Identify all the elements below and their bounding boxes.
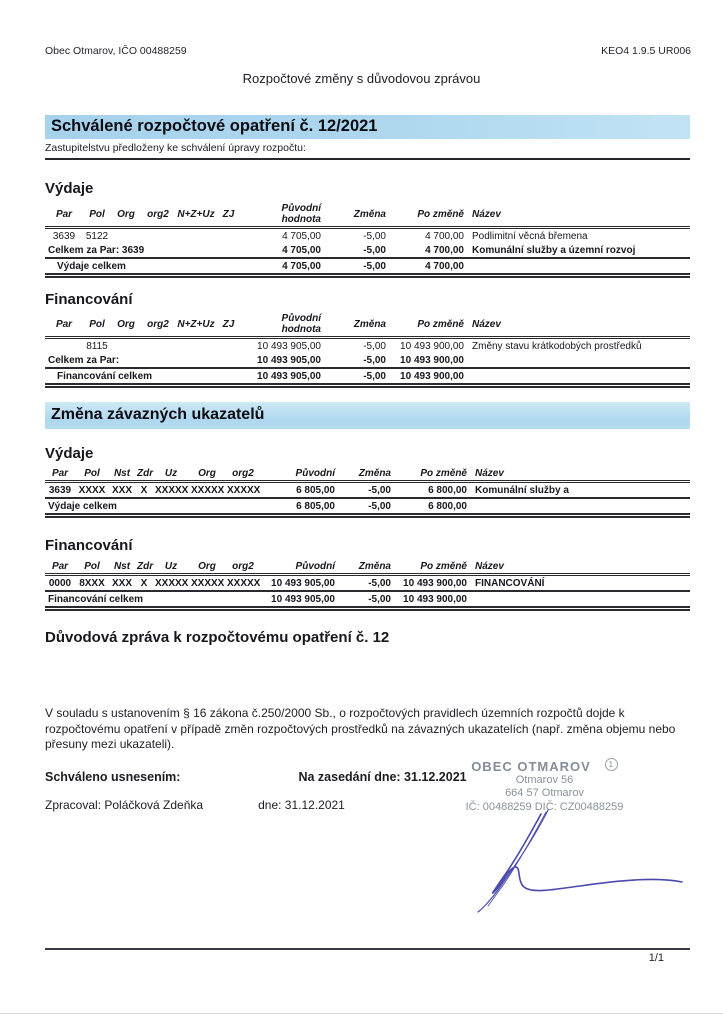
- table-header-row: Par Pol Org org2 N+Z+Uz ZJ Původní hodnota Změna Po změně Název: [45, 202, 690, 228]
- table-vydaje-approved: [45, 202, 690, 278]
- page-number: 1/1: [648, 952, 664, 964]
- header-app-version: KEO4 1.9.5 UR006: [601, 45, 691, 57]
- section-heading-financovani-1: Financování: [45, 291, 133, 308]
- table-row: 3639 5122 4 705,00 -5,00 4 700,00 Podlimitní věcná břemena: [52, 230, 588, 242]
- table-header-row: Par Pol Org org2 N+Z+Uz ZJ Původní hodnota Změna Po změně Název: [45, 312, 690, 338]
- binding-indicators-banner: Změna závazných ukazatelů: [45, 402, 690, 429]
- table-vydaje-binding: [45, 467, 690, 518]
- stamp-number-badge: 1: [605, 758, 618, 771]
- municipality-stamp: [422, 758, 667, 814]
- main-content: [45, 115, 690, 812]
- table-row: 0000 8XXX XXX X XXXXX XXXXX XXXXX 10 493 905,00 -5,00 10 493 900,00 FINANCOVÁNÍ: [45, 575, 690, 592]
- justification-body: V souladu s ustanovením § 16 zákona č.250/2000 Sb., o rozpočtových pravidlech územních rozpočtů dojde k rozpočtovému opatření v případě změn rozpočtových prostředků na závazných ukazatelích (např. změna objemu nebo přesuny mezi ukazateli).: [45, 706, 676, 751]
- section-heading-vydaje-2: Výdaje: [45, 445, 94, 462]
- justification-heading: Důvodová zpráva k rozpočtovému opatření č. 12: [45, 629, 390, 646]
- table-header-row: Par Pol Nst Zdr Uz Org org2 Původní Změna Po změně Název: [45, 560, 690, 575]
- table-total-row: Financování celkem 10 493 905,00 -5,00 10 493 900,00: [45, 591, 690, 609]
- table-header-row: Par Pol Nst Zdr Uz Org org2 Původní Změna Po změně Název: [45, 467, 690, 482]
- table-total-row: Financování celkem 10 493 905,00 -5,00 10 493 900,00: [45, 368, 690, 386]
- meeting-date-label: Na zasedání dne: 31.12.2021: [298, 769, 467, 784]
- prepared-date-label: dne: 31.12.2021: [258, 797, 345, 812]
- handwritten-signature: [428, 808, 690, 913]
- approved-by-label: Schváleno usnesením:: [45, 769, 181, 784]
- table-row: 3639 XXXX XXX X XXXXX XXXXX XXXXX 6 805,00 -5,00 6 800,00 Komunální služby a: [45, 482, 690, 499]
- table-financovani-binding: [45, 560, 690, 611]
- table-total-row: Výdaje celkem 4 705,00 -5,00 4 700,00: [45, 258, 690, 276]
- approved-measure-subtitle: Zastupitelstvu předloženy ke schválení úpravy rozpočtu:: [45, 142, 690, 160]
- header-org-id: Obec Otmarov, IČO 00488259: [45, 45, 187, 57]
- table-subtotal-row: Celkem za Par: 10 493 905,00 -5,00 10 493 900,00: [45, 353, 690, 368]
- prepared-by-label: Zpracoval: Poláčková Zdeňka: [45, 797, 204, 812]
- table-subtotal-row: Celkem za Par: 3639 4 705,00 -5,00 4 700,00 Komunální služby a územní rozvoj: [45, 243, 690, 258]
- section-heading-vydaje-1: Výdaje: [45, 180, 94, 197]
- approved-measure-banner: Schválené rozpočtové opatření č. 12/2021: [45, 115, 690, 139]
- stamp-street: Otmarov 56: [515, 773, 574, 786]
- stamp-ids: IČ: 00488259 DIČ: CZ00488259: [465, 800, 624, 813]
- table-total-row: Výdaje celkem 6 805,00 -5,00 6 800,00: [45, 498, 690, 516]
- table-row: 8115 10 493 905,00 -5,00 10 493 900,00 Změny stavu krátkodobých prostředků: [86, 340, 642, 352]
- section-heading-financovani-2: Financování: [45, 537, 133, 554]
- document-header: [45, 45, 691, 57]
- stamp-city: 664 57 Otmarov: [505, 787, 584, 799]
- document-title: Rozpočtové změny s důvodovou zprávou: [242, 71, 481, 86]
- stamp-name-line: OBEC OTMAROV 1: [422, 758, 667, 774]
- scan-edge-artifact: [0, 1013, 723, 1014]
- footer-rule: [45, 948, 690, 950]
- table-financovani-approved: [45, 312, 690, 388]
